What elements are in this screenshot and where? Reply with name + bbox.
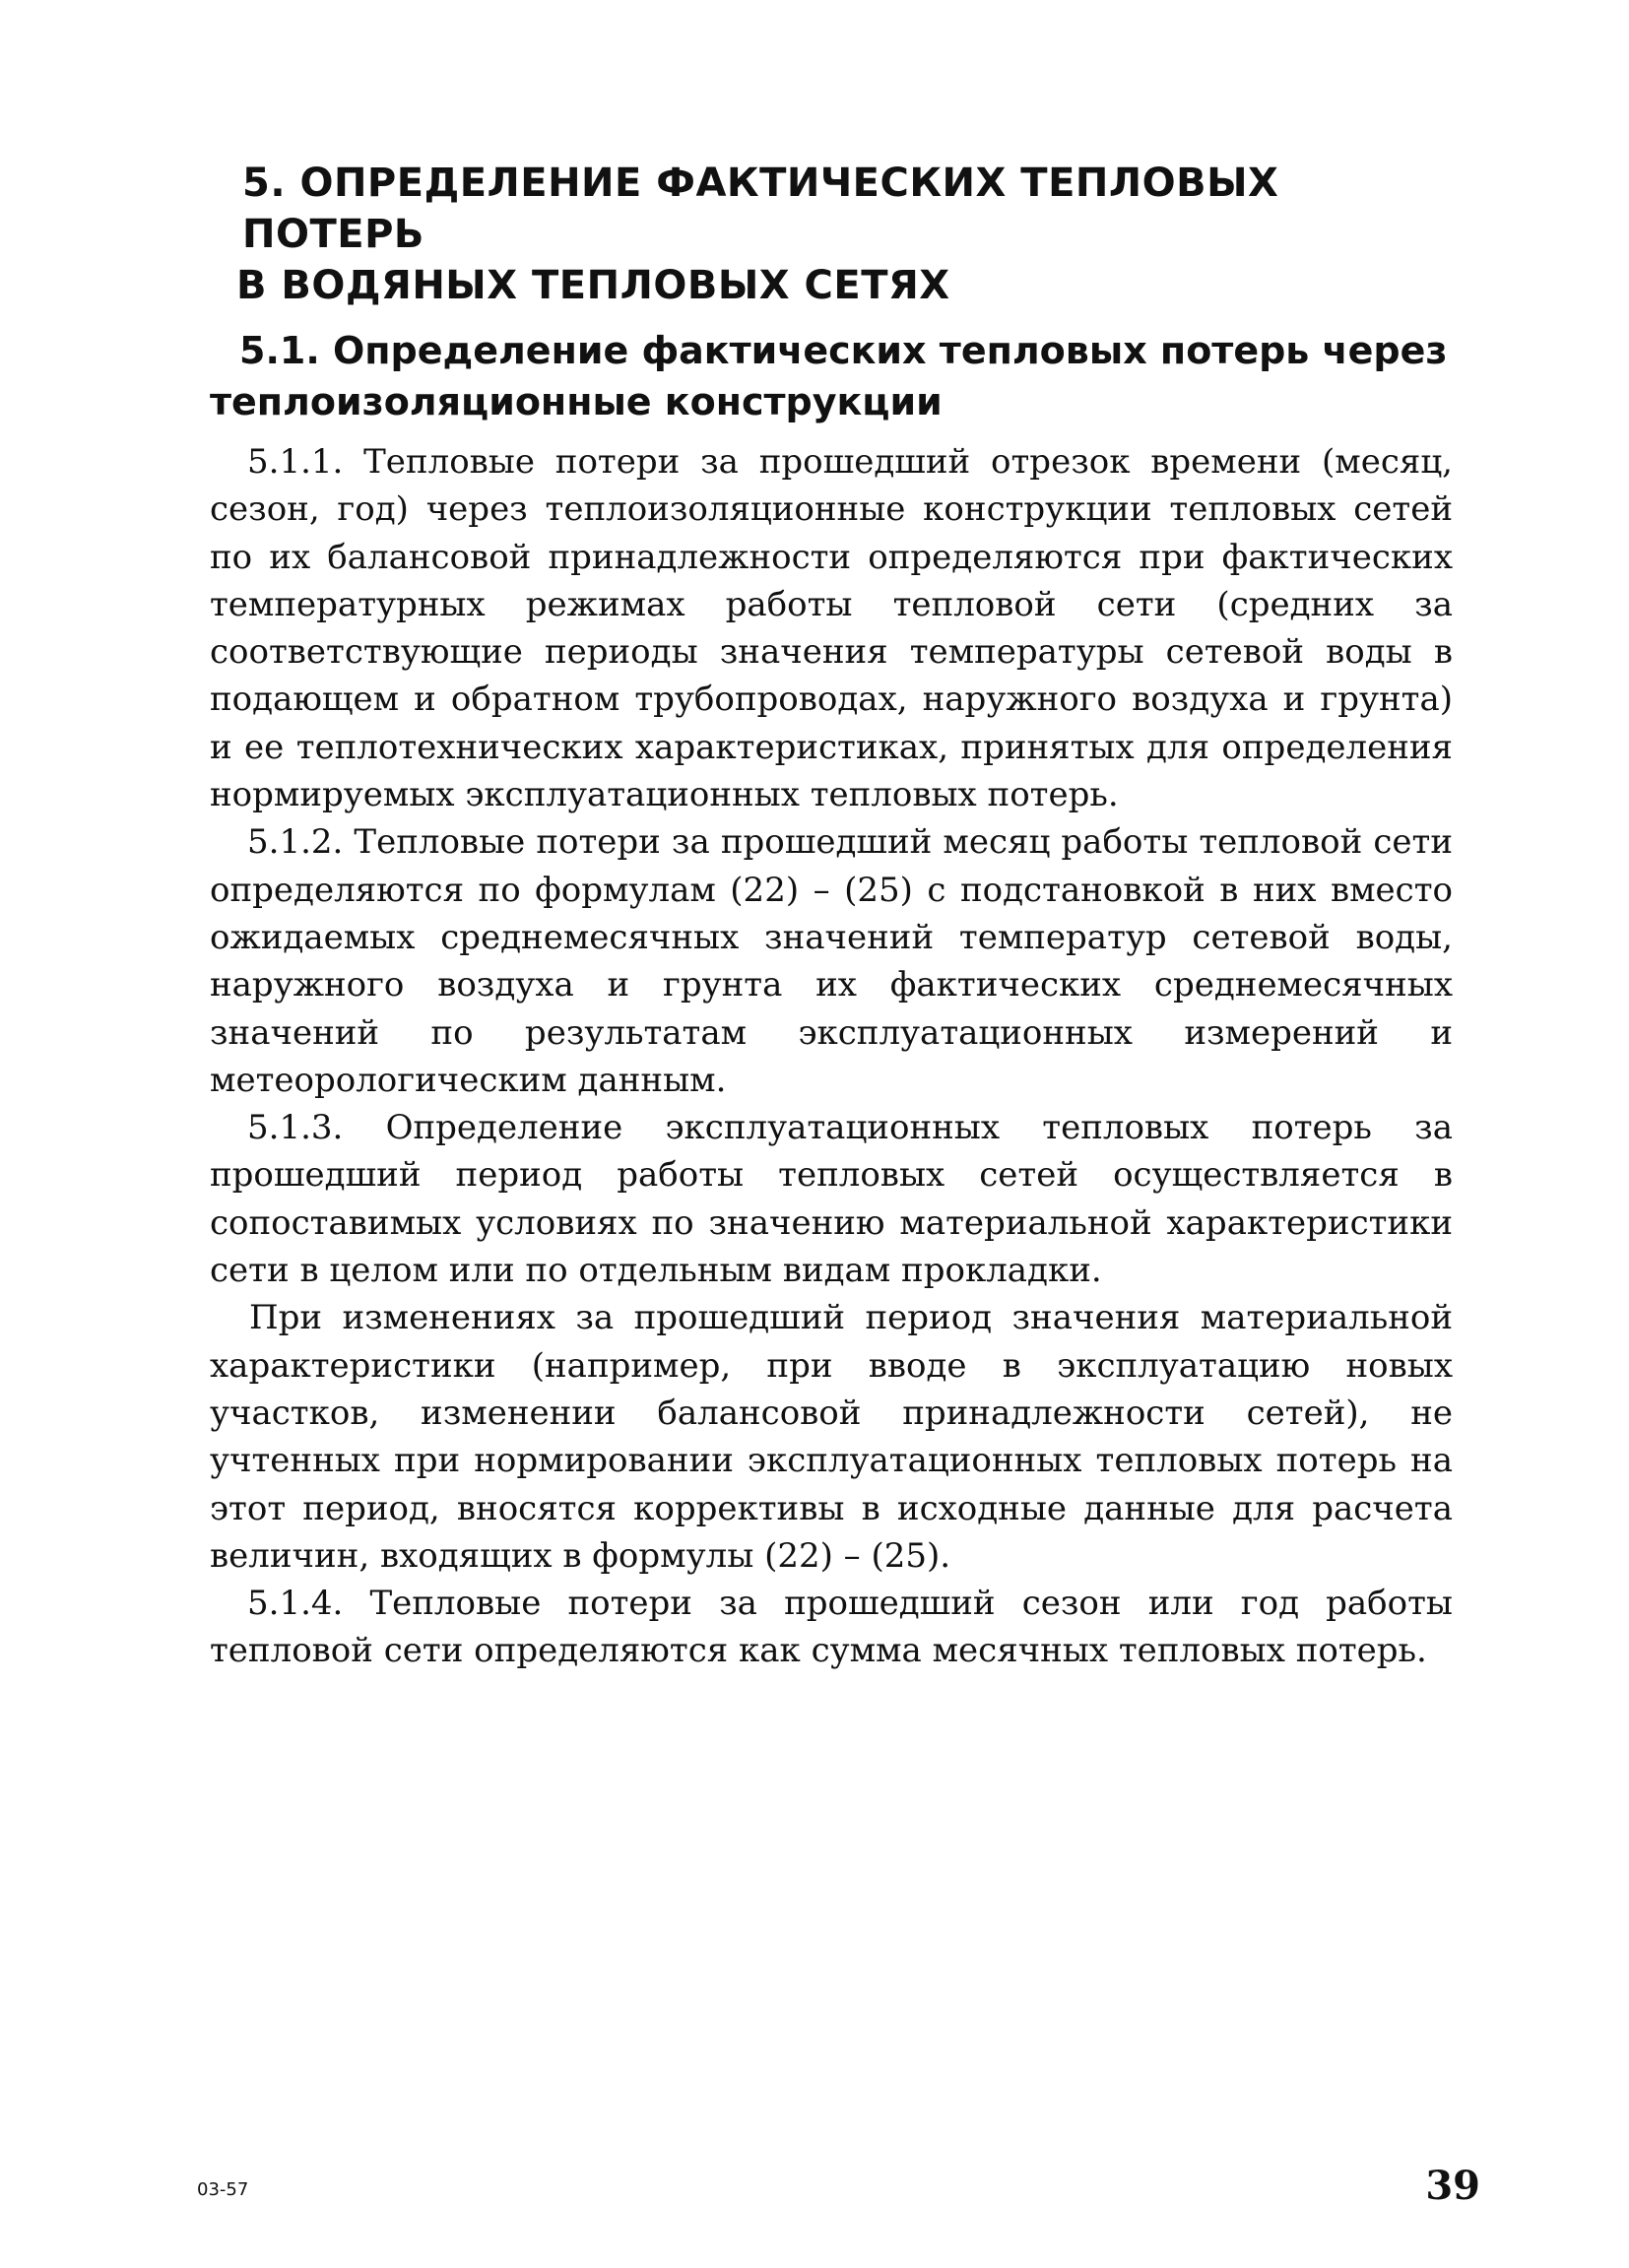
- subsection-heading-line-2: теплоизоляционные конструкции: [210, 380, 943, 423]
- section-heading-line-2: В ВОДЯНЫХ ТЕПЛОВЫХ СЕТЯХ: [236, 263, 950, 308]
- paragraph-5-1-4: 5.1.4. Тепловые потери за прошедший сезон или год работы тепловой сети определяются как сумма месячных тепловых потерь.: [210, 1584, 1453, 1671]
- section-heading-line-1: 5. ОПРЕДЕЛЕНИЕ ФАКТИЧЕСКИХ ТЕПЛОВЫХ ПОТЕРЬ: [242, 161, 1279, 257]
- subsection-heading-line-1: 5.1. Определение фактических тепловых потерь через: [239, 329, 1448, 372]
- paragraph-5-1-1: 5.1.1. Тепловые потери за прошедший отрезок времени (месяц, сезон, год) через теплоизоляционные конструкции тепловых сетей по их балансовой принадлежности определяются при фактических температурных режимах работы тепловой сети (средних за соответствующие периоды значения температуры сетевой воды в подающем и обратном трубопроводах, наружного воздуха и грунта) и ее теплотехнических характеристиках, принятых для определения нормируемых эксплуатационных тепловых потерь.: [210, 442, 1453, 815]
- body-text: [210, 438, 1453, 1675]
- page-number: 39: [1425, 2163, 1480, 2209]
- section-heading: [236, 158, 1470, 311]
- subsection-heading: [210, 325, 1470, 427]
- paragraph-5-1-3-continuation: При изменениях за прошедший период значения материальной характеристики (например, при вводе в эксплуатацию новых участков, изменении балансовой принадлежности сетей), не учтенных при нормировании эксплуатационных тепловых потерь на этот период, вносятся коррективы в исходные данные для расчета величин, входящих в формулы (22) – (25).: [210, 1298, 1453, 1576]
- paragraph-5-1-2: 5.1.2. Тепловые потери за прошедший месяц работы тепловой сети определяются по формулам (22) – (25) с подстановкой в них вместо ожидаемых среднемесячных значений температур сетевой воды, наружного воздуха и грунта их фактических среднемесячных значений по результатам эксплуатационных измерений и метеорологическим данным.: [210, 822, 1453, 1100]
- footer-code: 03-57: [197, 2179, 249, 2200]
- paragraph-5-1-3: 5.1.3. Определение эксплуатационных тепловых потерь за прошедший период работы тепловых сетей осуществляется в сопоставимых условиях по значению материальной характеристики сети в целом или по отдельным видам прокладки.: [210, 1108, 1453, 1291]
